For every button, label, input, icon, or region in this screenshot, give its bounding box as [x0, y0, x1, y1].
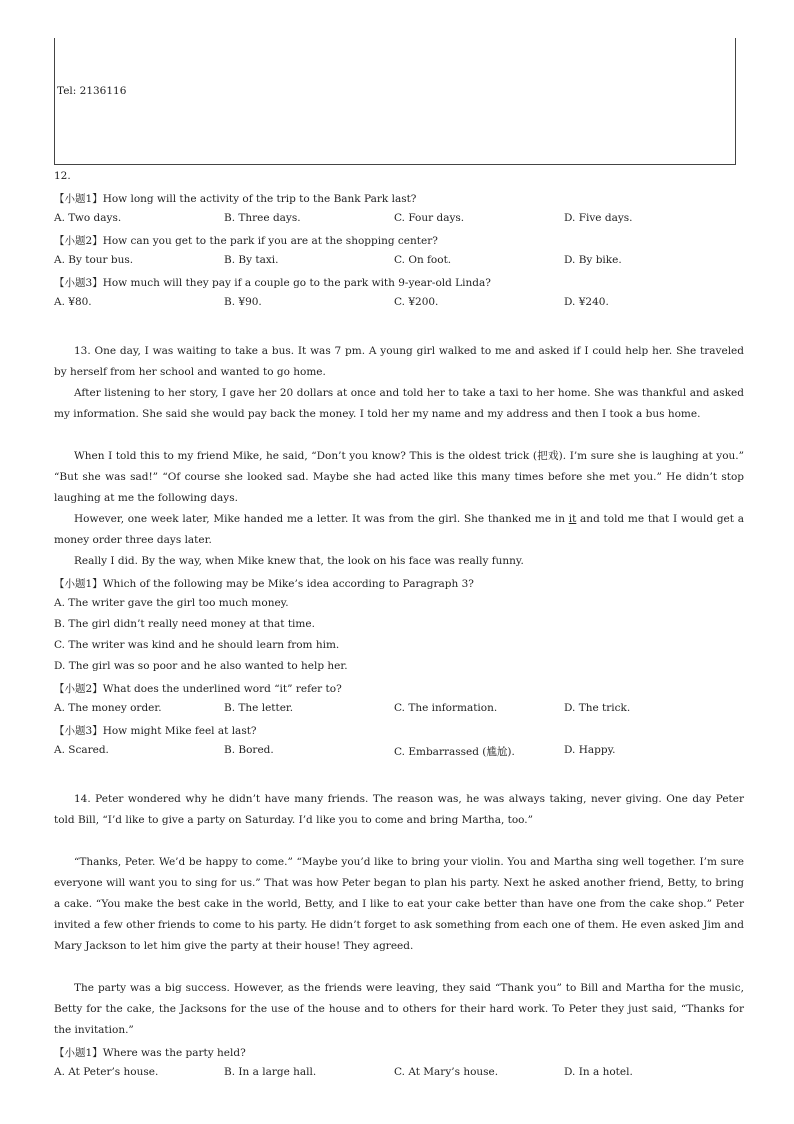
- q13-paragraph-5: Really I did. By the way, when Mike knew that, the look on his face was really funny.: [74, 555, 524, 567]
- q14-sub1-option-b: B. In a large hall.: [224, 1066, 317, 1078]
- q13-sub3-option-a: A. Scared.: [54, 744, 109, 756]
- sub-label: 【小题3】: [54, 725, 103, 737]
- q13-sub2-option-a: A. The money order.: [54, 702, 162, 714]
- q13-paragraph-2: After listening to her story, I gave her 20 dollars at once and told her to take a taxi to her home. She was thankful and asked my information. She said she would pay back the money. I told her my name and my address and then I took a bus home.: [54, 387, 744, 420]
- q12-sub2-option-d: D. By bike.: [564, 254, 622, 266]
- q13-sub2-option-d: D. The trick.: [564, 702, 631, 714]
- question-text: How might Mike feel at last?: [102, 725, 257, 737]
- q12-sub1-option-b: B. Three days.: [224, 212, 301, 224]
- q14-sub1-option-c: C. At Mary’s house.: [394, 1066, 499, 1078]
- sub-label: 【小题1】: [54, 1047, 103, 1059]
- q14-paragraph-1: 14. Peter wondered why he didn’t have many friends. The reason was, he was always taking, never giving. One day Peter told Bill, “I’d like to give a party on Saturday. I’d like you to come and bring Martha, too.”: [54, 793, 744, 826]
- q12-sub1-question: [54, 191, 416, 206]
- q13-paragraph-3: When I told this to my friend Mike, he said, “Don’t you know? This is the oldest trick (把戏). I’m sure she is laughing at you.” “But she was sad!” “Of course she looked sad. Maybe she had acted like this many times before she met you.” He didn’t stop laughing at me the following days.: [54, 450, 744, 504]
- q12-number: 12.: [54, 170, 71, 182]
- sub-label: 【小题2】: [54, 683, 103, 695]
- question-text: How can you get to the park if you are at the shopping center?: [102, 235, 438, 247]
- q13-sub1-option-d: D. The girl was so poor and he also wanted to help her.: [54, 660, 348, 672]
- q13-sub3-option-d: D. Happy.: [564, 744, 616, 756]
- q12-sub2-option-b: B. By taxi.: [224, 254, 279, 266]
- question-text: Where was the party held?: [102, 1047, 246, 1059]
- q13-sub1-option-c: C. The writer was kind and he should learn from him.: [54, 639, 340, 651]
- tel-text: Tel: 2136116: [57, 85, 127, 97]
- q12-sub3-option-d: D. ¥240.: [564, 296, 609, 308]
- question-text: How long will the activity of the trip to the Bank Park last?: [102, 193, 417, 205]
- question-text: What does the underlined word “it” refer to?: [102, 683, 342, 695]
- paragraph-text: and told me that I would get a money order three days later.: [54, 513, 744, 546]
- q12-sub3-question: [54, 275, 491, 290]
- q14-paragraph-2: “Thanks, Peter. We’d be happy to come.” “Maybe you’d like to bring your violin. You and Martha sing well together. I’m sure everyone will want you to sing for us.” That was how Peter began to plan his party. Next he asked another friend, Betty, to bring a cake. “You make the best cake in the world, Betty, and I like to eat your cake better than have one from the cake shop.” Peter invited a few other friends to come to his party. He didn’t forget to ask something from each one of them. He even asked Jim and Mary Jackson to let him give the party at their house! They agreed.: [54, 856, 744, 952]
- q12-sub3-option-c: C. ¥200.: [394, 296, 439, 308]
- sub-label: 【小题1】: [54, 193, 103, 205]
- q13-sub3-option-b: B. Bored.: [224, 744, 274, 756]
- paragraph-text: However, one week later, Mike handed me a letter. It was from the girl. She thanked me in: [74, 513, 569, 525]
- q14-paragraph-3: The party was a big success. However, as the friends were leaving, they said “Thank you” to Bill and Martha for the music, Betty for the cake, the Jacksons for the use of the house and to others for their hard work. To Peter they just said, “Thanks for the invitation.”: [54, 982, 744, 1036]
- q12-sub2-option-a: A. By tour bus.: [54, 254, 134, 266]
- underlined-word: it: [568, 513, 577, 525]
- sub-label: 【小题2】: [54, 235, 103, 247]
- q12-sub3-option-b: B. ¥90.: [224, 296, 262, 308]
- q12-sub2-option-c: C. On foot.: [394, 254, 452, 266]
- sub-label: 【小题1】: [54, 578, 103, 590]
- q13-sub2-option-c: C. The information.: [394, 702, 498, 714]
- question-text: Which of the following may be Mike’s idea according to Paragraph 3?: [102, 578, 474, 590]
- q14-sub1-option-d: D. In a hotel.: [564, 1066, 633, 1078]
- q13-sub1-question: [54, 576, 474, 591]
- q13-paragraph-4: [54, 509, 744, 551]
- question-text: How much will they pay if a couple go to the park with 9-year-old Linda?: [102, 277, 491, 289]
- q12-sub3-option-a: A. ¥80.: [54, 296, 92, 308]
- info-box: [54, 38, 736, 165]
- q14-sub1-question: [54, 1045, 246, 1060]
- q13-sub1-option-a: A. The writer gave the girl too much money.: [54, 597, 289, 609]
- q12-sub2-question: [54, 233, 438, 248]
- q12-sub1-option-d: D. Five days.: [564, 212, 633, 224]
- q13-sub3-question: [54, 723, 257, 738]
- q13-sub3-option-c: C. Embarrassed (尴尬).: [394, 746, 515, 758]
- q12-sub1-option-c: C. Four days.: [394, 212, 465, 224]
- q13-sub2-option-b: B. The letter.: [224, 702, 294, 714]
- q12-sub1-option-a: A. Two days.: [54, 212, 122, 224]
- sub-label: 【小题3】: [54, 277, 103, 289]
- q14-sub1-option-a: A. At Peter’s house.: [54, 1066, 159, 1078]
- q13-paragraph-1: 13. One day, I was waiting to take a bus. It was 7 pm. A young girl walked to me and asked if I could help her. She traveled by herself from her school and wanted to go home.: [54, 345, 744, 378]
- q13-sub1-option-b: B. The girl didn’t really need money at that time.: [54, 618, 315, 630]
- q13-sub2-question: [54, 681, 342, 696]
